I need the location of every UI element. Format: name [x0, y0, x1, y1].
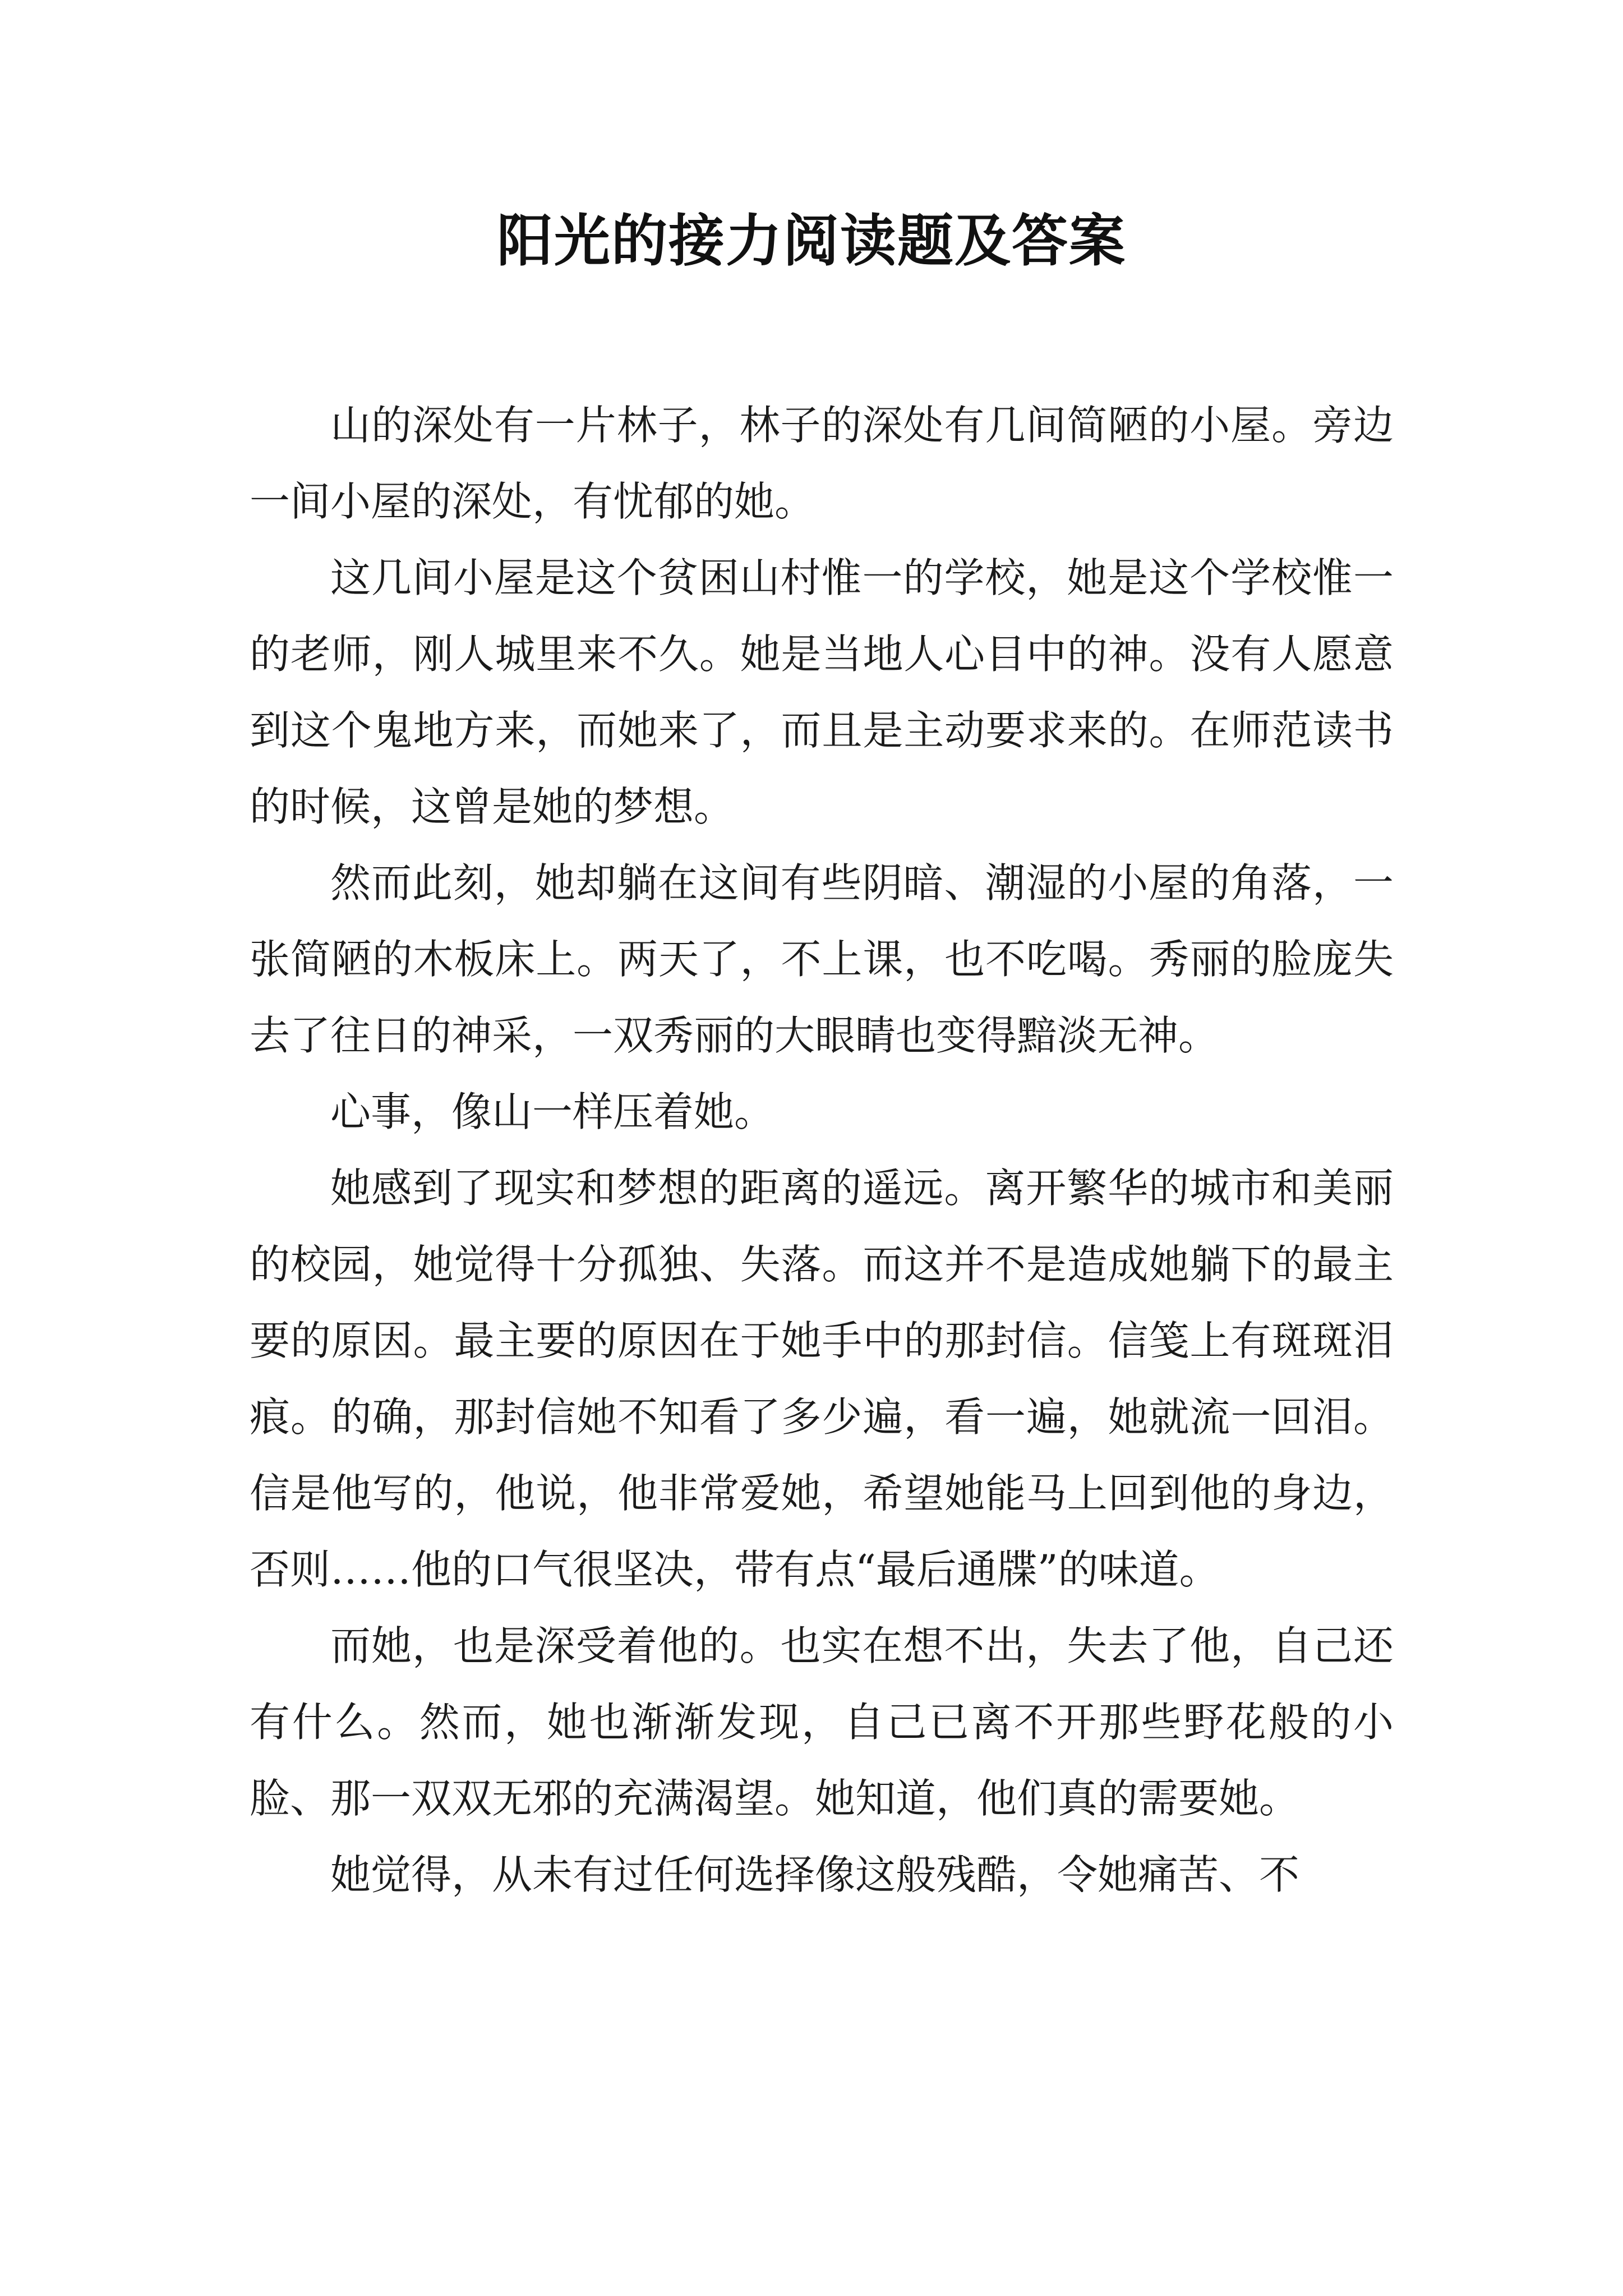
document-body — [250, 387, 1394, 1913]
document-title: 阳光的接力阅读题及答案 — [497, 208, 1126, 274]
paragraph: 她感到了现实和梦想的距离的遥远。离开繁华的城市和美丽的校园，她觉得十分孤独、失落。而这并不是造成她躺下的最主要的原因。最主要的原因在于她手中的那封信。信笺上有斑斑泪痕。的确，那封信她不知看了多少遍，看一遍，她就流一回泪。信是他写的，他说，他非常爱她，希望她能马上回到他的身边，否则……他的口气很坚决，带有点“最后通牒”的味道。 — [250, 1165, 1394, 1593]
paragraph: 心事，像山一样压着她。 — [330, 1088, 775, 1135]
paragraph: 山的深处有一片林子，林子的深处有几间简陋的小屋。旁边一间小屋的深处，有忧郁的她。 — [250, 402, 1394, 525]
paragraph: 这几间小屋是这个贫困山村惟一的学校，她是这个学校惟一的老师，刚人城里来不久。她是当地人心目中的神。没有人愿意到这个鬼地方来，而她来了，而且是主动要求来的。在师范读书的时候，这曾是她的梦想。 — [250, 554, 1394, 830]
paragraph: 她觉得，从未有过任何选择像这般残酷，令她痛苦、不 — [330, 1851, 1300, 1898]
paragraph: 而她，也是深受着他的。也实在想不出，失去了他，自己还有什么。然而，她也渐渐发现，自己已离不开那些野花般的小脸、那一双双无邪的充满渴望。她知道，他们真的需要她。 — [250, 1622, 1394, 1822]
paragraph: 然而此刻，她却躺在这间有些阴暗、潮湿的小屋的角落，一张简陋的木板床上。两天了，不上课，也不吃喝。秀丽的脸庞失去了往日的神采，一双秀丽的大眼睛也变得黯淡无神。 — [250, 859, 1394, 1059]
